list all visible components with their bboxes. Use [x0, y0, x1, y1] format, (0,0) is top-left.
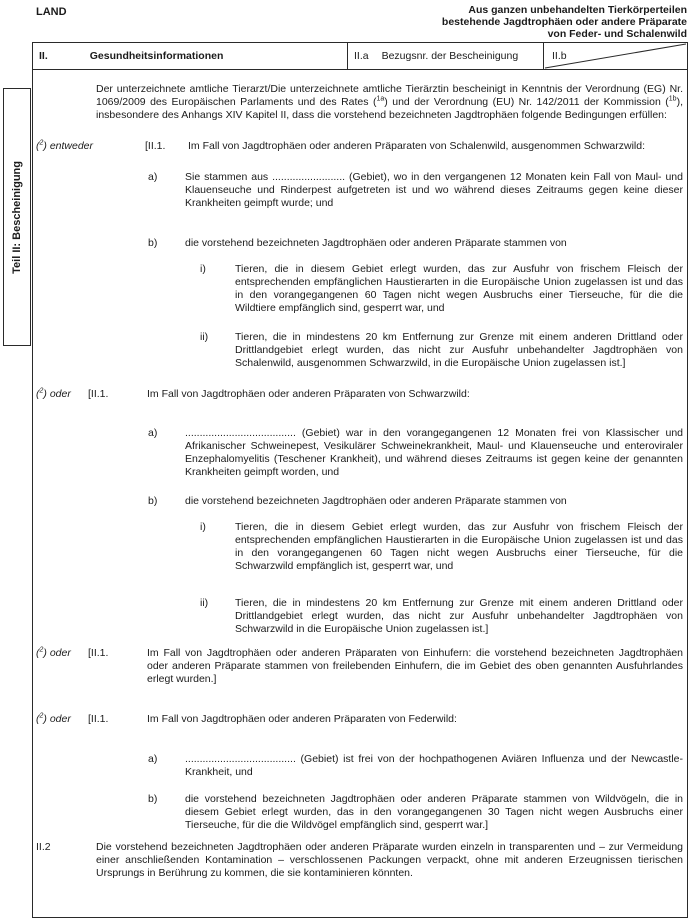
- header-num-iib: II.b: [552, 49, 567, 62]
- section-text: Im Fall von Jagdtrophäen oder anderen Präparaten von Schwarzwild:: [147, 388, 470, 400]
- condition-word: oder: [49, 647, 71, 659]
- document-title-line-1: Aus ganzen unbehandelten Tierkörperteilen: [468, 4, 687, 16]
- item-marker: b): [148, 495, 158, 507]
- clause-schalenwild-b-i: [33, 263, 687, 315]
- paren-close: ): [43, 388, 47, 400]
- section-text: Im Fall von Jagdtrophäen oder anderen Präparaten von Einhufern: die vorstehend bezeichneten Jagdtrophäen oder anderen Präparate stammen von freilebenden Einhufern, die im Gebiet des oben genannten Ausfuhrlandes erlegt wurden.]: [147, 647, 683, 685]
- paren-close: ): [43, 647, 47, 659]
- item-text: die vorstehend bezeichneten Jagdtrophäen oder anderen Präparate stammen von: [185, 495, 567, 507]
- subitem-text: Tieren, die in diesem Gebiet erlegt wurden, das zur Ausfuhr von frischem Fleisch der entsprechenden empfänglichen Haustierarten in die Europäische Union zugelassen ist und das in den vorangegangenen 60 Tagen nicht wegen Ausbruchs einer Tierseuche, für die die Wildtiere empfänglich sind, gesperrt war, und: [235, 263, 683, 314]
- clause-ii2-number: II.2: [36, 841, 51, 853]
- item-marker: b): [148, 237, 158, 249]
- document-title-line-2: bestehende Jagdtrophäen oder andere Präparate: [441, 16, 687, 28]
- clause-federwild-b: [33, 793, 687, 832]
- footnote-ref-1a: 1a: [376, 95, 385, 103]
- clause-schwarzwild-b: [33, 495, 687, 508]
- item-marker: a): [148, 171, 158, 183]
- item-text: Sie stammen aus ......................... (Gebiet), wo in den vergangenen 12 Monaten kein Fall von Maul- und Klauenseuche und Rinderpest aufgetreten ist und wo während dieses Zeitraums gegen keine dieser Krankheiten geimpft wurde; und: [185, 171, 683, 209]
- part-ii-side-tab: [3, 88, 31, 346]
- clause-schalenwild-a: [33, 171, 687, 210]
- condition-entweder: [36, 140, 93, 153]
- clause-schwarzwild-b-i: [33, 521, 687, 573]
- condition-word: oder: [49, 713, 71, 725]
- clause-schalenwild-b-ii: [33, 331, 687, 370]
- condition-oder: [36, 713, 71, 726]
- clause-federwild-a: [33, 753, 687, 779]
- intro-text: [96, 83, 683, 122]
- item-text: ...................................... (Gebiet) war in den vorangegangenen 12 Monaten frei von Klassischer und Afrikanischer Schweinepest, Vesikulärer Schweinekrankheit, Maul- und Klauenseuche und enteroviraler Enzephalomyelitis (Teschener Krankheit), und während dieses Zeitraums ist gegen keine der genannten Krankheiten geimpft worden, und: [185, 427, 683, 478]
- condition-word: oder: [49, 388, 71, 400]
- section-text: Im Fall von Jagdtrophäen oder anderen Präparaten von Schalenwild, ausgenommen Schwarzwild:: [188, 140, 646, 152]
- paren-open: (: [36, 388, 40, 400]
- paren-open: (: [36, 647, 40, 659]
- header-cell-reference-number: [348, 43, 544, 69]
- section-federwild-header: [33, 713, 687, 726]
- paren-close: ): [43, 713, 47, 725]
- certificate-table: [32, 42, 688, 918]
- clause-schwarzwild-b-ii: [33, 597, 687, 636]
- certificate-body: [33, 69, 687, 917]
- section-schalenwild-header: [33, 140, 687, 153]
- clause-number: [II.1.: [88, 647, 109, 659]
- subitem-text: Tieren, die in mindestens 20 km Entfernung zur Grenze mit einem anderen Drittland oder Drittlandgebiet erlegt wurden, das nicht zur Ausfuhr unbehandelter Jagdtrophäen von Schwarzwild in die Europäische Union zugelassen ist.]: [235, 597, 683, 635]
- paren-open: (: [36, 713, 40, 725]
- section-einhufer: [33, 647, 687, 686]
- footnote-ref-2: 2: [39, 387, 44, 395]
- item-marker: a): [148, 753, 158, 765]
- clause-schwarzwild-a: [33, 427, 687, 479]
- footnote-ref-1b: 1b: [668, 95, 677, 103]
- subitem-marker: ii): [200, 597, 209, 609]
- clause-schalenwild-b: [33, 237, 687, 250]
- intro-part-2: ) und der Verordnung (EU) Nr. 142/2011 der Kommission (: [384, 96, 669, 108]
- item-text: ...................................... (Gebiet) ist frei von der hochpathogenen Aviären Influenza und der Newcastle-Krankheit, und: [185, 753, 683, 778]
- condition-oder: [36, 647, 71, 660]
- subitem-text: Tieren, die in diesem Gebiet erlegt wurden, das zur Ausfuhr von frischem Fleisch der entsprechenden empfänglichen Haustierarten in die Europäische Union zugelassen ist und das in den vorangegangenen 60 Tagen nicht wegen Ausbruchs einer Tierseuche, für die Schwarzwild empfänglich ist, gesperrt war, und: [235, 521, 683, 572]
- header-label-health-info: Gesundheitsinformationen: [89, 49, 224, 62]
- condition-word: entweder: [49, 140, 94, 152]
- document-title: [442, 4, 687, 40]
- paren-open: (: [36, 140, 40, 152]
- item-text: die vorstehend bezeichneten Jagdtrophäen oder anderen Präparate stammen von Wildvögeln, die in diesem Gebiet erlegt wurden, das in den vorangegangenen 30 Tagen nicht wegen Ausbruchs einer Tierseuche, für die die Wildvögel empfänglich sind, gesperrt war.]: [185, 793, 683, 831]
- condition-oder: [36, 388, 71, 401]
- intro-paragraph: [33, 83, 687, 122]
- subitem-marker: ii): [200, 331, 209, 343]
- clause-number: [II.1.: [88, 713, 109, 725]
- footnote-ref-2: 2: [39, 139, 44, 147]
- header-label-reference-number: Bezugsnr. der Bescheinigung: [381, 49, 519, 62]
- clause-number: [II.1.: [88, 388, 109, 400]
- part-ii-side-tab-label: Teil II: Bescheinigung: [10, 160, 23, 274]
- section-schwarzwild-header: [33, 388, 687, 401]
- header-cell-health-info: [33, 43, 348, 69]
- item-marker: b): [148, 793, 158, 805]
- document-title-line-3: von Feder- und Schalenwild: [547, 28, 687, 40]
- intro-part-1: Der unterzeichnete amtliche Tierarzt/Die unterzeichnete amtliche Tierärztin bescheinigt in Kenntnis der Verordnung (EG) Nr. 1069/2009 des Europäischen Parlaments und des Rates (: [96, 83, 683, 108]
- table-header-row: [33, 43, 687, 70]
- clause-ii2-text: Die vorstehend bezeichneten Jagdtrophäen oder anderen Präparate wurden einzeln in transparenten und – zur Vermeidung einer anschließenden Kontamination – verschlossenen Packungen verpackt, ohne mit anderen Erzeugnissen tierischen Ursprungs in Berührung zu kommen, die sie kontaminieren könnten.: [96, 841, 683, 879]
- country-label: LAND: [36, 6, 67, 18]
- header-cell-iib: [544, 43, 687, 69]
- footnote-ref-2: 2: [39, 646, 44, 654]
- clause-ii2: [33, 841, 687, 880]
- paren-close: ): [43, 140, 47, 152]
- header-num-iia: II.a: [354, 49, 369, 62]
- subitem-marker: i): [200, 521, 206, 533]
- clause-number: [II.1.: [145, 140, 166, 152]
- section-text: Im Fall von Jagdtrophäen oder anderen Präparaten von Federwild:: [147, 713, 457, 725]
- item-marker: a): [148, 427, 158, 439]
- subitem-text: Tieren, die in mindestens 20 km Entfernung zur Grenze mit einem anderen Drittland oder Drittlandgebiet erlegt wurden, das nicht zur Ausfuhr unbehandelter Jagdtrophäen von Schalenwild, ausgenommen Schwarzwild, in die Europäische Union zugelassen ist.]: [235, 331, 683, 369]
- footnote-ref-2: 2: [39, 712, 44, 720]
- item-text: die vorstehend bezeichneten Jagdtrophäen oder anderen Präparate stammen von: [185, 237, 567, 249]
- subitem-marker: i): [200, 263, 206, 275]
- header-num-ii: II.: [39, 49, 48, 62]
- intro-part-3: ), insbesondere des Anhangs XIV Kapitel II, dass die vorstehend bezeichneten Jagdtrophäen folgende Bedingungen erfüllen:: [96, 96, 683, 121]
